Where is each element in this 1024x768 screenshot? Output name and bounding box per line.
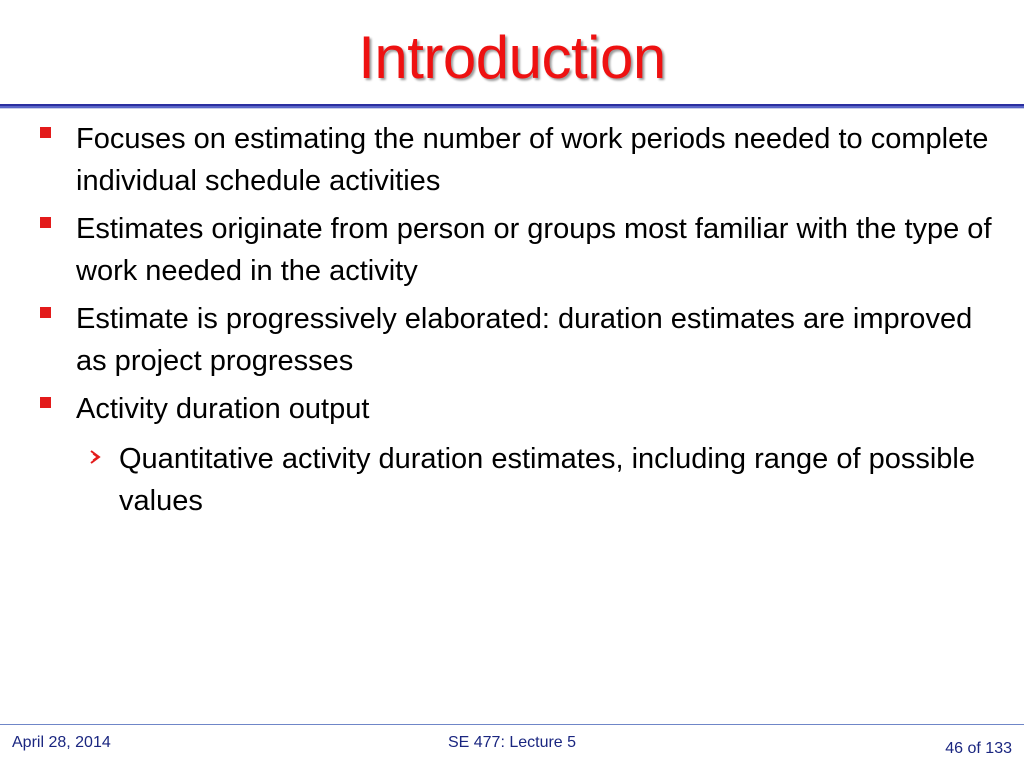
square-bullet-icon	[40, 217, 51, 228]
slide-title: Introduction	[358, 24, 666, 91]
bullet-item	[76, 388, 996, 430]
sub-bullet-item	[119, 438, 979, 522]
bullet-text: Focuses on estimating the number of work periods needed to complete individual schedule activities	[76, 123, 989, 197]
chevron-right-icon	[88, 450, 102, 464]
title-divider-shadow	[0, 108, 1024, 109]
bullet-item	[76, 208, 996, 292]
square-bullet-icon	[40, 397, 51, 408]
footer-course: SE 477: Lecture 5	[447, 734, 577, 751]
square-bullet-icon	[40, 127, 51, 138]
square-bullet-icon	[40, 307, 51, 318]
bullet-item	[76, 118, 996, 202]
bullet-item	[76, 298, 996, 382]
bullet-text: Estimate is progressively elaborated: duration estimates are improved as project progresses	[76, 303, 973, 377]
footer-divider	[0, 724, 1024, 725]
footer-date: April 28, 2014	[12, 734, 111, 751]
bullet-text: Activity duration output	[76, 393, 370, 425]
footer-page-number: 46 of 133	[945, 740, 1012, 757]
sub-bullet-text: Quantitative activity duration estimates, including range of possible values	[119, 443, 975, 517]
bullet-text: Estimates originate from person or groups most familiar with the type of work needed in the activity	[76, 213, 992, 287]
